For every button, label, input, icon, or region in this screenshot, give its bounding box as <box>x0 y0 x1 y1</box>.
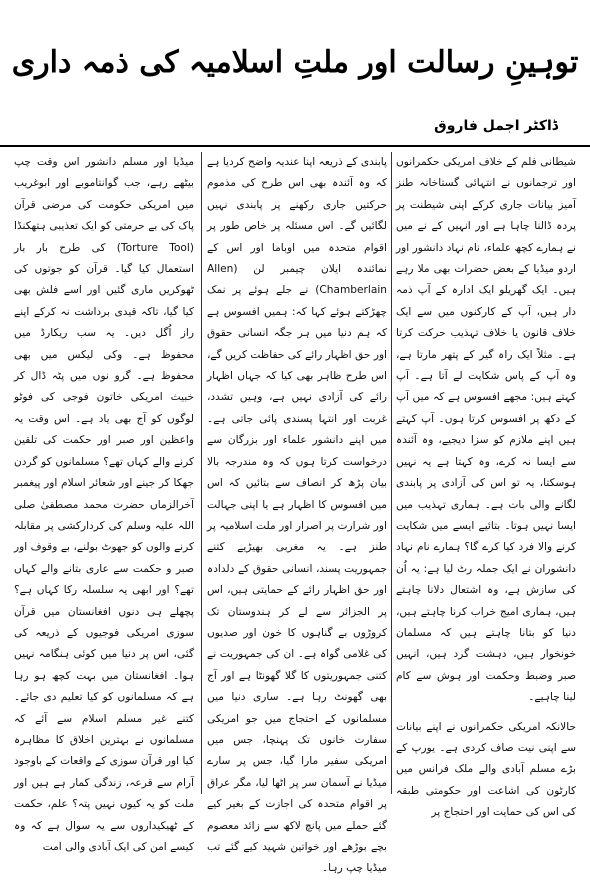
article-headline: توہینِ رسالت اور ملتِ اسلامیہ کی ذمہ داری <box>11 45 579 80</box>
column-divider-right <box>391 152 392 794</box>
column-right-paragraph-1: شیطانی فلم کے خلاف امریکی حکمرانوں اور ترجمانوں نے انتہائی گستاخانہ طنز آمیز بیانات جاری کرکے اپنی شیطنت پر پردہ ڈالنا چاہا ہے اور انہیں کے نے میں نے ہمارے کچھ علماء، نام نہاد دانشور اور اردو میڈیا کے بعض حضرات بھی ملا رہے ہیں۔ ایک گھریلو ایک ادارہ کے آپ ذمہ دار ہیں، آپ کے کارکنوں میں سے ایک خلاف قانون یا خلاف تہذیب حرکت کرتا ہے۔ مثلاً ایک راہ گیر کے پتھر مارتا ہے، وہ آپ کے پاس شکایت لے آتا ہے۔ آپ کہتے ہیں: مجھے افسوس ہے کہ میں آپ کے دکھ پر افسوس کرتا ہوں۔ آپ کہتے ہیں اپنے ملازم کو سزا دیجیے، وہ آئندہ سے ایسا نہ کرے، وہ کہتا ہے یہ نہیں ہوسکتا، یہ تو اس کی آزادی پر پابندی لگانے والی بات ہے۔ ہماری تہذیب میں ایسا نہیں ہوتا۔ بتائیے ایسے میں شکایت کرنے والا فرد کیا کرے گا؟ ہمارے نام نہاد دانشوران نے ایک جملہ رٹ لیا ہے: یہ اُن کی سازش ہے، وہ اشتعال دلانا چاہتے ہیں، ہماری امیج خراب کرنا چاہتے ہیں، دنیا کو بتانا چاہتے ہیں کہ مسلمان خونخوار ہیں، دہشت گرد ہیں، انہیں صبر وضبط وحکمت اور ہوش سے کام لینا چاہیے۔ <box>396 156 576 704</box>
author-byline: ڈاکٹر اجمل فاروق <box>434 118 558 134</box>
column-middle <box>207 152 387 875</box>
column-divider-left <box>201 152 202 794</box>
column-right <box>396 152 576 819</box>
column-left <box>14 152 194 853</box>
column-right-paragraph-2: حالانکہ امریکی حکمرانوں نے اپنے بیانات سے اپنی نیت صاف کردی ہے۔ یورپ کے بڑے مسلم آبادی والے ملک فرانس میں کارٹون کی اشاعت اور حکومتی طبقہ کی اس کی حمایت اور احتجاج پر <box>396 720 576 819</box>
column-middle-paragraph-1: پابندی کے ذریعہ اپنا عندیہ واضح کردیا ہے کہ وہ آئندہ بھی اس طرح کی مذموم حرکتیں جاری رکھنے پر پابندی نہیں لگائیں گے۔ اس مسئلہ پر خاص طور پر اقوام متحدہ میں اوباما اور اس کے نمائندہ ایلان چیمبر لن (Allen Chamberlain) نے جلے ہوئے پر نمک چھڑکتے ہوئے کہا کہ: ہمیں افسوس ہے کہ ہم دنیا میں ہر جگہ انسانی حقوق اور حق اظہار رائے کی حفاظت کریں گے، اس طرح ظاہر بھی کیا کہ جہاں اظہار رائے کی آزادی نہیں ہے، وہیں تشدد، غربت اور انتہا پسندی پائی جاتی ہے۔ میں اپنے دانشور علماء اور بزرگان سے درخواست کرتا ہوں کہ وہ مندرجہ بالا بیان پڑھ کر انصاف سے بتائیں کہ اس میں افسوس کا اظہار ہے یا اپنی جہالت اور شرارت پر اصرار اور ملت اسلامیہ پر طنز ہے۔ یہ مغربی بھیڑیے کتنے جمہوریت پسند، انسانی حقوق کے دلدادہ اور حق اظہار رائے کے حمایتی ہیں، اس پر الجزائر سے لے کر ہندوستان تک کروڑوں بے گناہوں کا خون اور صدیوں کی غلامی گواہ ہے۔ ان کی جمہوریت نے کتنی جمہوریتوں کا گلا گھونٹا ہے اور آج بھی گھونٹ رہا ہے۔ ساری دنیا میں مسلمانوں کے احتجاج میں جو امریکی سفارت خانوں تک پہنچا، جس میں امریکی سفیر مارا گیا، جس پر سارے میڈیا نے آسمان سر پر اٹھا لیا، مگر عراق پر اقوام متحدہ کی اجازت کے بغیر کیے گئے حملے میں پانچ لاکھ سے زائد معصوم بچے بوڑھے اور خواتین شہید کیے گئے تب میڈیا چپ رہا۔ <box>207 156 387 875</box>
column-left-paragraph-1: میڈیا اور مسلم دانشور اس وقت چپ بیٹھے رہے، جب گوانتاموبے اور ابوغریب میں امریکی حکومت کی مرضی قرآن پاک کی بے حرمتی کو ایک تعذیبی ہتھکنڈا (Torture Tool) کی طرح بار بار استعمال کیا گیا۔ قرآن کو جوتوں کی ٹھوکریں ماری گئیں اور اسے فلش بھی کیا گیا، تاکہ قیدی برداشت نہ کرکے اپنے راز اُگل دیں۔ یہ سب ریکارڈ میں محفوظ ہے۔ وکی لیکس میں بھی محفوظ ہے۔ گرو نوں میں پٹہ ڈال کر خبیث امریکی خاتون فوجی کی فوٹو لوگوں کو آج بھی یاد ہے۔ اس وقت یہ واعظین اور صبر اور حکمت کی تلقین کرنے والے کہاں تھے؟ مسلمانوں کو گردن جھکا کر جینے اور شعائر اسلام اور پیغمبر آخرالزماں حضرت محمد مصطفیٰ صلی اللہ علیہ وسلم کی کردارکشی پر مقابلہ کرنے والوں کو جھوٹ بولنے، بے وقوف اور صبر و حکمت سے عاری بتانے والے کہاں تھے؟ اور ابھی یہ سلسلہ رکا کہاں ہے؟ پچھلے ہی دنوں افغانستان میں قرآن سوزی امریکی فوجیوں کے ذریعہ کی گئی، اس پر دنیا میں کوئی ہنگامہ نہیں ہوا۔ افغانستان میں بہت کچھ ہو رہا ہے کہ مسلمانوں کو کیا تعلیم دی جائے۔ کتنے غیر مسلم اسلام سے آئے کہ مسلمانوں نے بہترین اخلاق کا مظاہرہ کیا اور قرآن سوزی کے واقعات کے باوجود آرام سے قرعہ، زندگی کمار ہے ہیں اور ملت کو یہ کیوں نہیں پتہ؟ علم، حکمت کے ٹھیکیداروں سے یہ سوال ہے کہ وہ کیسے امن کی ایک آبادی والی امت <box>14 156 194 853</box>
header-divider <box>0 145 590 147</box>
